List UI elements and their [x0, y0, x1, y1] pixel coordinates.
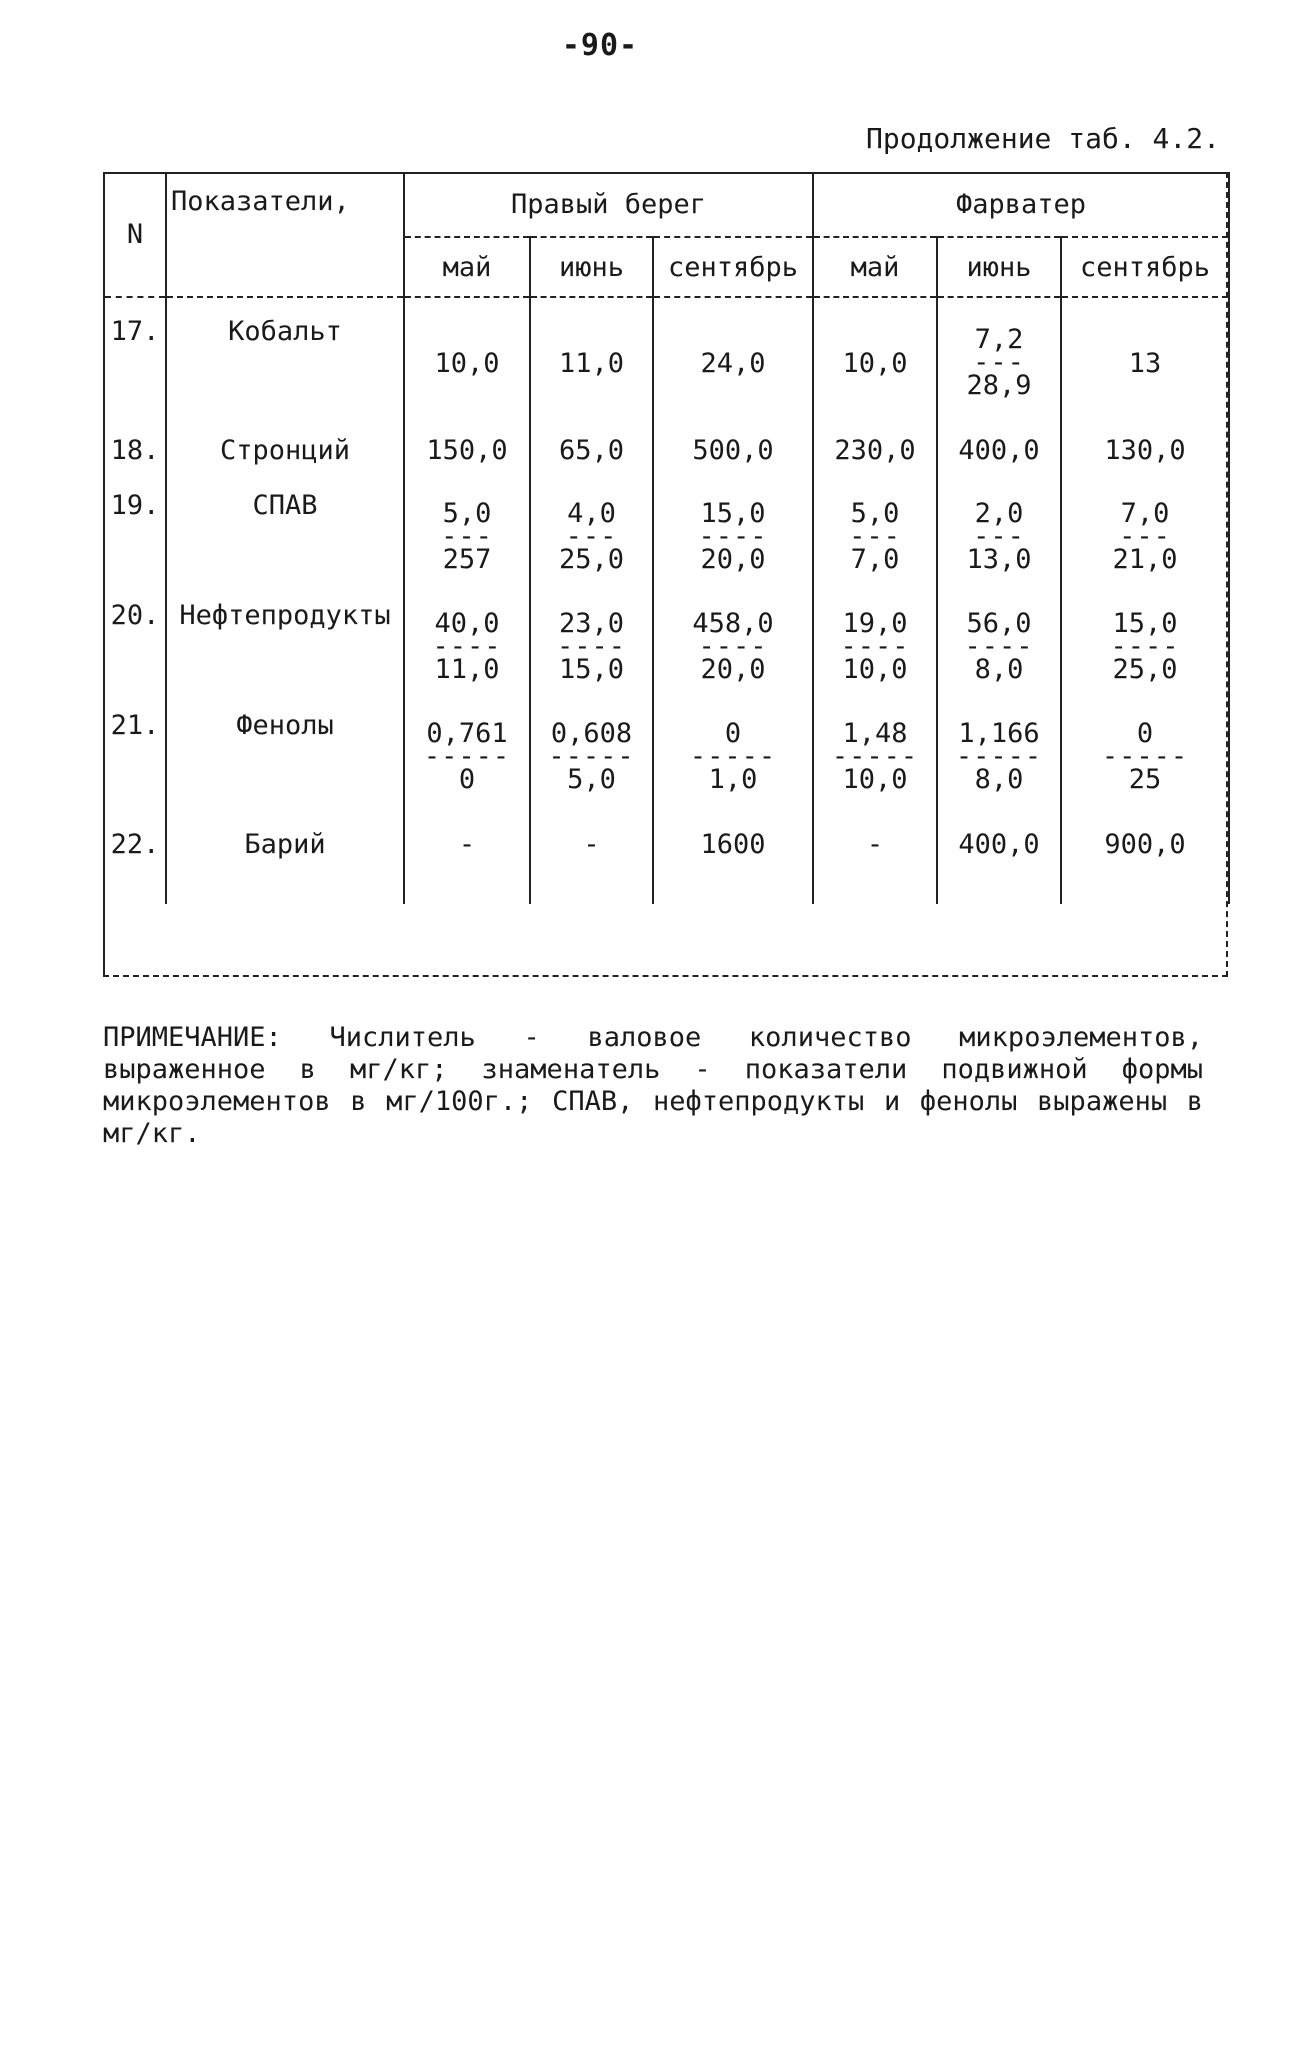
- header-month: сентябрь: [1061, 237, 1229, 297]
- header-month: май: [404, 237, 530, 297]
- denominator: 10,0: [842, 654, 908, 685]
- page-number: -90-: [561, 28, 639, 63]
- table-row: [104, 482, 1229, 592]
- value-cell: [404, 812, 530, 876]
- filler-row: [104, 876, 1229, 904]
- denominator: 28,9: [966, 370, 1032, 401]
- header-fairway: Фарватер: [813, 172, 1229, 237]
- fraction-value: [692, 608, 773, 686]
- fraction-value: [698, 498, 767, 576]
- table-row: [104, 308, 1229, 418]
- value-cell: [1061, 308, 1229, 418]
- value-cell: [937, 812, 1061, 876]
- cell-value: 500,0: [692, 434, 774, 466]
- fraction-bar: ---: [441, 521, 493, 552]
- denominator: 8,0: [974, 764, 1024, 795]
- denominator: 11,0: [434, 654, 500, 685]
- cell-value: 230,0: [834, 434, 916, 466]
- value-cell: [813, 308, 937, 418]
- value-cell: [404, 418, 530, 482]
- denominator: 20,0: [700, 544, 766, 575]
- header-n: N: [104, 172, 166, 297]
- cell-value: -: [583, 828, 600, 860]
- fraction-bar: ----: [432, 631, 502, 662]
- header-month: сентябрь: [653, 237, 813, 297]
- fraction-bar: ----: [698, 631, 768, 662]
- fraction-bar: -----: [548, 741, 635, 772]
- fraction-value: [849, 498, 901, 576]
- indicator-name: Барий: [166, 812, 404, 876]
- fraction-bar: ----: [1110, 631, 1180, 662]
- indicator-name: Нефтепродукты: [166, 592, 404, 702]
- row-number: 22.: [104, 812, 166, 876]
- value-cell: [404, 702, 530, 812]
- fraction-bar: -----: [423, 741, 511, 772]
- value-cell: [937, 592, 1061, 702]
- denominator: 25,0: [1112, 654, 1178, 685]
- fraction-value: [557, 608, 626, 686]
- header-month: июнь: [530, 237, 653, 297]
- value-cell: [653, 482, 813, 592]
- denominator: 10,0: [842, 764, 908, 795]
- value-cell: [530, 592, 653, 702]
- cell-value: 10,0: [842, 347, 908, 379]
- fraction-bar: ---: [1119, 521, 1171, 552]
- row-number: 17.: [104, 308, 166, 418]
- value-cell: [1061, 702, 1229, 812]
- row-number: 21.: [104, 702, 166, 812]
- value-cell: [1061, 812, 1229, 876]
- table-row: [104, 418, 1229, 482]
- fraction-bar: ---: [973, 347, 1025, 378]
- fraction-bar: ----: [840, 631, 910, 662]
- numerator: 7,0: [1120, 498, 1170, 529]
- table-body: [104, 297, 1229, 904]
- spacer-row: [104, 297, 1229, 308]
- indicator-name: Кобальт: [166, 308, 404, 418]
- numerator: 458,0: [692, 608, 774, 639]
- value-cell: [404, 308, 530, 418]
- fraction-bar: -----: [831, 741, 919, 772]
- fraction-value: [832, 718, 918, 796]
- value-cell: [653, 812, 813, 876]
- fraction-bar: ----: [964, 631, 1034, 662]
- value-cell: [813, 812, 937, 876]
- numerator: 7,2: [974, 324, 1024, 355]
- indicator-name: Фенолы: [166, 702, 404, 812]
- cell-value: 150,0: [426, 434, 508, 466]
- cell-value: 13: [1128, 347, 1162, 379]
- table-note: ПРИМЕЧАНИЕ: Числитель - валовое количество микроэлементов, выраженное в мг/кг; знаменатель - показатели подвижной формы микроэлементов в мг/100г.; СПАВ, нефтепродукты и фенолы выражены в мг/кг.: [103, 1022, 1203, 1149]
- fraction-bar: -----: [689, 741, 777, 772]
- value-cell: [813, 482, 937, 592]
- numerator: 0,761: [426, 718, 508, 749]
- row-number: 20.: [104, 592, 166, 702]
- cell-value: 24,0: [700, 347, 766, 379]
- fraction-value: [956, 718, 1042, 796]
- fraction-bar: ----: [698, 521, 768, 552]
- numerator: 23,0: [558, 608, 625, 639]
- fraction-bar: -----: [1101, 741, 1189, 772]
- fraction-value: [432, 608, 501, 686]
- cell-value: -: [866, 828, 884, 860]
- value-cell: [813, 592, 937, 702]
- numerator: 40,0: [434, 608, 500, 639]
- fraction-bar: ---: [849, 521, 901, 552]
- numerator: 19,0: [842, 608, 908, 639]
- value-cell: [530, 812, 653, 876]
- cell-value: 400,0: [958, 434, 1040, 466]
- table-row: [104, 812, 1229, 876]
- fraction-value: [966, 324, 1031, 402]
- denominator: 13,0: [966, 544, 1032, 575]
- denominator: 15,0: [558, 654, 625, 685]
- fraction-bar: ---: [973, 521, 1025, 552]
- fraction-value: [424, 718, 510, 796]
- fraction-value: [1111, 608, 1180, 686]
- value-cell: [1061, 592, 1229, 702]
- fraction-value: [964, 608, 1033, 686]
- data-table: [103, 172, 1230, 904]
- cell-value: -: [458, 828, 476, 860]
- value-cell: [404, 592, 530, 702]
- table-row: [104, 592, 1229, 702]
- value-cell: [937, 482, 1061, 592]
- fraction-value: [559, 498, 624, 576]
- fraction-value: [1102, 718, 1188, 796]
- indicator-name: СПАВ: [166, 482, 404, 592]
- value-cell: [530, 308, 653, 418]
- header-right-bank: Правый берег: [404, 172, 813, 237]
- fraction-value: [690, 718, 776, 796]
- numerator: 15,0: [700, 498, 766, 529]
- denominator: 20,0: [700, 654, 766, 685]
- fraction-value: [441, 498, 493, 576]
- cell-value: 130,0: [1104, 434, 1186, 466]
- cell-value: 1600: [700, 828, 766, 860]
- value-cell: [530, 418, 653, 482]
- table-row: [104, 702, 1229, 812]
- fraction-bar: -----: [955, 741, 1043, 772]
- value-cell: [1061, 482, 1229, 592]
- fraction-value: [548, 718, 634, 796]
- row-number: 18.: [104, 418, 166, 482]
- table-caption: Продолжение таб. 4.2.: [865, 122, 1220, 155]
- value-cell: [653, 418, 813, 482]
- numerator: 5,0: [850, 498, 900, 529]
- denominator: 25,0: [558, 544, 625, 575]
- fraction-bar: ---: [565, 521, 618, 552]
- denominator: 7,0: [850, 544, 900, 575]
- numerator: 15,0: [1112, 608, 1178, 639]
- cell-value: 11,0: [558, 347, 625, 379]
- denominator: 21,0: [1112, 544, 1178, 575]
- row-number: 19.: [104, 482, 166, 592]
- header-indicator: Показатели,: [166, 172, 404, 297]
- header-month: июнь: [937, 237, 1061, 297]
- denominator: 5,0: [567, 764, 616, 795]
- value-cell: [813, 702, 937, 812]
- numerator: 56,0: [966, 608, 1032, 639]
- fraction-value: [1113, 498, 1178, 576]
- numerator: 1,48: [842, 718, 908, 749]
- value-cell: [813, 418, 937, 482]
- numerator: 2,0: [974, 498, 1024, 529]
- cell-value: 65,0: [558, 434, 625, 466]
- numerator: 0: [1136, 718, 1154, 749]
- value-cell: [937, 308, 1061, 418]
- value-cell: [653, 592, 813, 702]
- cell-value: 900,0: [1104, 828, 1186, 860]
- cell-value: 400,0: [958, 828, 1040, 860]
- value-cell: [530, 482, 653, 592]
- denominator: 25: [1128, 764, 1162, 795]
- denominator: 8,0: [974, 654, 1024, 685]
- numerator: 0: [724, 718, 742, 749]
- denominator: 0: [458, 764, 476, 795]
- value-cell: [937, 418, 1061, 482]
- value-cell: [404, 482, 530, 592]
- numerator: 4,0: [567, 498, 616, 529]
- denominator: 257: [442, 544, 492, 575]
- fraction-value: [966, 498, 1031, 576]
- numerator: 5,0: [442, 498, 492, 529]
- fraction-bar: ----: [556, 631, 627, 662]
- header-month: май: [813, 237, 937, 297]
- denominator: 1,0: [708, 764, 758, 795]
- value-cell: [653, 702, 813, 812]
- numerator: 0,608: [550, 718, 633, 749]
- numerator: 1,166: [958, 718, 1040, 749]
- value-cell: [1061, 418, 1229, 482]
- fraction-value: [840, 608, 909, 686]
- value-cell: [530, 702, 653, 812]
- value-cell: [937, 702, 1061, 812]
- indicator-name: Стронций: [166, 418, 404, 482]
- cell-value: 10,0: [434, 347, 500, 379]
- value-cell: [653, 308, 813, 418]
